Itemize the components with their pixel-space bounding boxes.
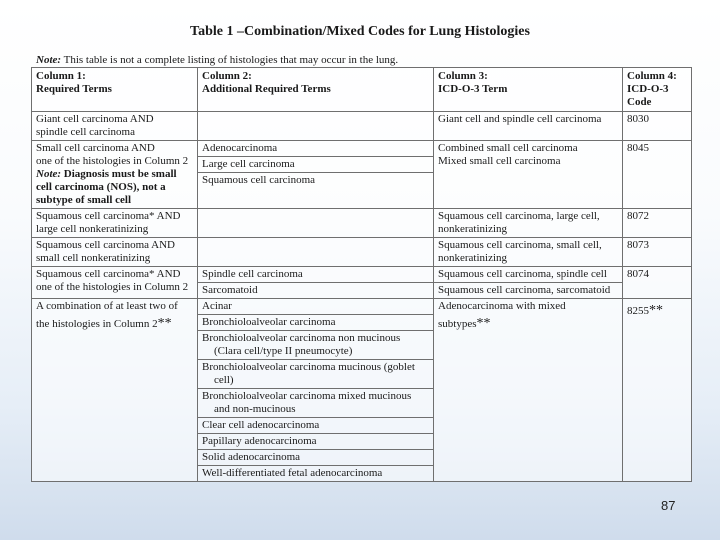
table-row xyxy=(32,267,692,299)
icd-code-cell: 8045 xyxy=(623,141,692,209)
list-item: Sarcomatoid xyxy=(202,284,258,296)
additional-terms-cell xyxy=(198,112,434,141)
list-item: Adenocarcinoma xyxy=(198,141,433,157)
icd-code-cell: 8030 xyxy=(623,112,692,141)
icd-term-cell: Adenocarcinoma with mixed subtypes** xyxy=(434,299,623,482)
additional-terms-cell xyxy=(198,209,434,238)
additional-terms-cell xyxy=(198,141,434,209)
header-column-2: Column 2: Additional Required Terms xyxy=(198,68,434,112)
list-item: Bronchioloalveolar carcinoma mixed mucinous and non-mucinous xyxy=(198,389,433,418)
list-item: Bronchioloalveolar carcinoma non mucinous (Clara cell/type II pneumocyte) xyxy=(198,331,433,360)
page-title: Table 1 –Combination/Mixed Codes for Lung Histologies xyxy=(190,24,530,39)
icd-code-cell: 8074 xyxy=(623,267,692,299)
list-item: Spindle cell carcinoma xyxy=(198,267,433,283)
table-row xyxy=(32,238,692,267)
required-terms-cell: Squamous cell carcinoma* AND large cell nonkeratinizing xyxy=(32,209,198,238)
list-item: Large cell carcinoma xyxy=(198,157,433,173)
icd-code-cell: 8072 xyxy=(623,209,692,238)
header-column-4: Column 4: ICD-O-3 Code xyxy=(623,68,692,112)
icd-term-cell: Combined small cell carcinoma Mixed small cell carcinoma xyxy=(434,141,623,209)
icd-code-cell: 8073 xyxy=(623,238,692,267)
icd-term-cell: Squamous cell carcinoma, large cell, nonkeratinizing xyxy=(434,209,623,238)
list-item: Clear cell adenocarcinoma xyxy=(198,418,433,434)
icd-term-cell: Giant cell and spindle cell carcinoma xyxy=(434,112,623,141)
table-row xyxy=(32,209,692,238)
list-item: Squamous cell carcinoma, spindle cell xyxy=(434,267,622,283)
note-text: This table is not a complete listing of histologies that may occur in the lung. xyxy=(63,54,399,66)
required-terms-cell: Squamous cell carcinoma* AND one of the histologies in Column 2 xyxy=(32,267,198,299)
additional-terms-cell xyxy=(198,238,434,267)
icd-term-cell: Squamous cell carcinoma, small cell, nonkeratinizing xyxy=(434,238,623,267)
additional-terms-cell xyxy=(198,267,434,299)
table-row xyxy=(32,299,692,482)
table-row xyxy=(32,112,692,141)
list-item: Solid adenocarcinoma xyxy=(198,450,433,466)
icd-term-cell xyxy=(434,267,623,299)
required-terms-cell: Giant cell carcinoma AND spindle cell carcinoma xyxy=(32,112,198,141)
list-item: Bronchioloalveolar carcinoma xyxy=(198,315,433,331)
note-label: Note: xyxy=(36,54,62,66)
table-row xyxy=(32,141,692,209)
table-note xyxy=(36,54,398,66)
lung-histology-table xyxy=(31,67,692,482)
icd-code-cell: 8255** xyxy=(623,299,692,482)
list-item: Papillary adenocarcinoma xyxy=(198,434,433,450)
header-column-1: Column 1: Required Terms xyxy=(32,68,198,112)
header-row xyxy=(32,68,692,112)
list-item: Acinar xyxy=(198,299,433,315)
additional-terms-cell xyxy=(198,299,434,482)
required-terms-cell: Small cell carcinoma AND one of the histologies in Column 2 Note: Diagnosis must be small cell carcinoma (NOS), not a subtype of small cell xyxy=(32,141,198,209)
page-number: 87 xyxy=(661,498,676,513)
required-terms-cell: A combination of at least two of the histologies in Column 2** xyxy=(32,299,198,482)
header-column-3: Column 3: ICD-O-3 Term xyxy=(434,68,623,112)
list-item: Bronchioloalveolar carcinoma mucinous (goblet cell) xyxy=(198,360,433,389)
list-item: Squamous cell carcinoma xyxy=(202,174,316,186)
list-item: Well-differentiated fetal adenocarcinoma xyxy=(202,467,383,479)
list-item: Squamous cell carcinoma, sarcomatoid xyxy=(438,284,611,296)
required-terms-cell: Squamous cell carcinoma AND small cell nonkeratinizing xyxy=(32,238,198,267)
